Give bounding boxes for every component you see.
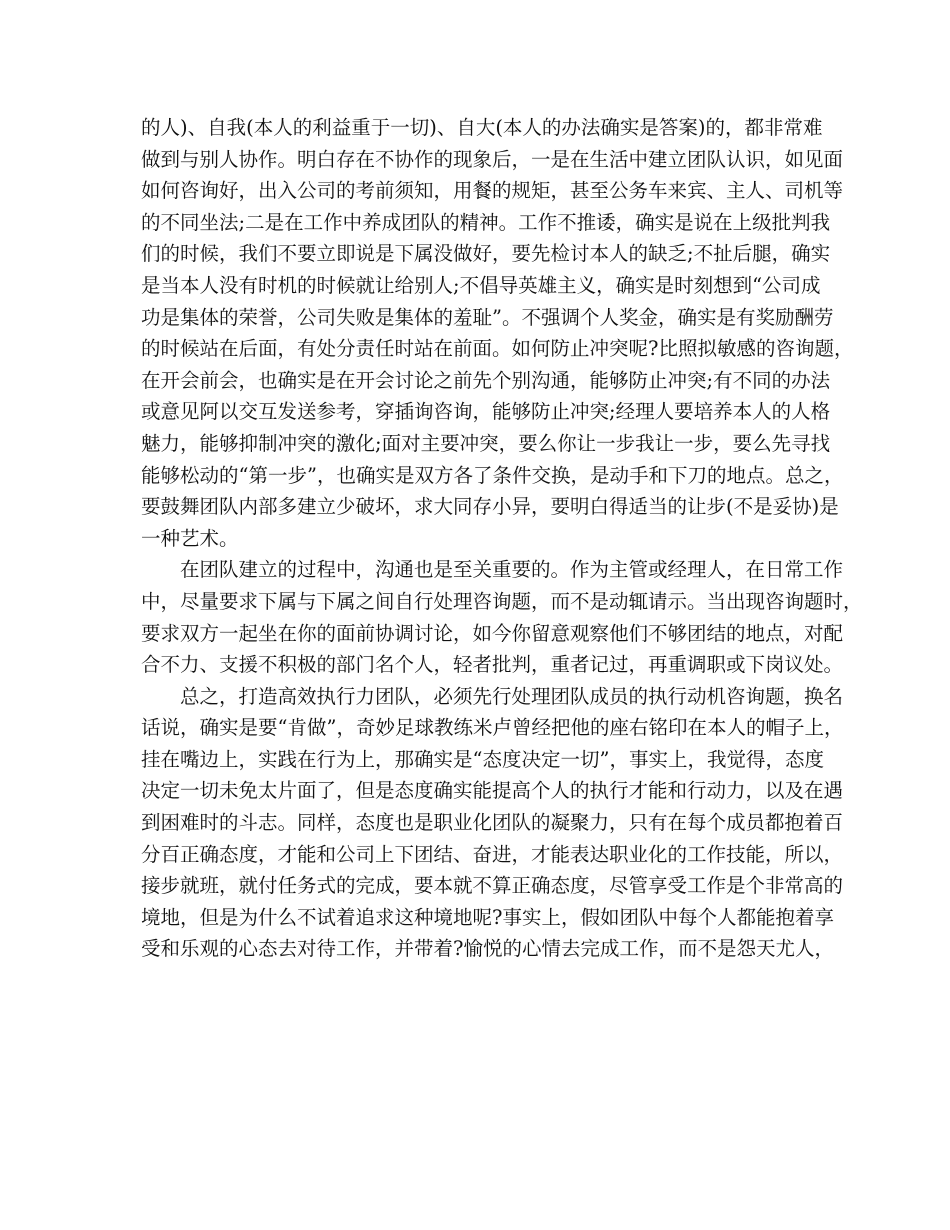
text-line: 魅力，能够抑制冲突的激化;面对主要冲突，要么你让一步我让一步，要么先寻找 (141, 431, 831, 455)
text-line: 的不同坐法;二是在工作中养成团队的精神。工作不推诿，确实是说在上级批判我 (141, 210, 831, 234)
text-line: 一种艺术。 (141, 526, 239, 550)
text-line: 接步就班，就付任务式的完成，要本就不算正确态度，尽管享受工作是个非常高的 (141, 874, 844, 898)
text-line: 话说，确实是要“肯做”，奇妙足球教练米卢曾经把他的座右铭印在本人的帽子上， (141, 716, 844, 740)
text-line: 的时候站在后面，有处分责任时站在前面。如何防止冲突呢?比照拟敏感的咨询题， (141, 337, 854, 361)
text-line: 要求双方一起坐在你的面前协调讨论，如今你留意观察他们不够团结的地点，对配 (141, 621, 844, 645)
text-line: 做到与别人协作。明白存在不协作的现象后，一是在生活中建立团队认识，如见面 (141, 147, 844, 171)
text-line: 的人)、自我(本人的利益重于一切)、自大(本人的办法确实是答案)的，都非常难 (141, 116, 823, 139)
text-line: 中，尽量要求下属与下属之间自行处理咨询题，而不是动辄请示。当出现咨询题时， (141, 589, 863, 613)
text-line: 合不力、支援不积极的部门名个人，轻者批判，重者记过，再重调职或下岗议处。 (141, 653, 844, 677)
text-line: 要鼓舞团队内部多建立少破坏，求大同存小异，要明白得适当的让步(不是妥协)是 (141, 495, 839, 519)
text-line: 如何咨询好，出入公司的考前须知，用餐的规矩，甚至公务车来宾、主人、司机等 (141, 179, 844, 203)
paragraph-start-line: 在团队建立的过程中，沟通也是至关重要的。作为主管或经理人，在日常工作 (180, 558, 844, 582)
text-line: 功是集体的荣誉，公司失败是集体的羞耻”。不强调个人奖金，确实是有奖励酬劳 (141, 305, 834, 329)
text-line: 决定一切未免太片面了，但是态度确实能提高个人的执行才能和行动力，以及在遇 (141, 779, 844, 803)
text-line: 是当本人没有时机的时候就让给别人;不倡导英雄主义，确实是时刻想到“公司成 (141, 273, 821, 297)
text-line: 分百正确态度，才能和公司上下团结、奋进，才能表达职业化的工作技能，所以， (141, 842, 844, 866)
paragraph-start-line: 总之，打造高效执行力团队，必须先行处理团队成员的执行动机咨询题，换名 (180, 684, 844, 708)
text-line: 境地，但是为什么不试着追求这种境地呢?事实上，假如团队中每个人都能抱着享 (141, 905, 834, 929)
text-line: 们的时候，我们不要立即说是下属没做好，要先检讨本人的缺乏;不扯后腿，确实 (141, 242, 831, 266)
text-line: 能够松动的“第一步”，也确实是双方各了条件交换，是动手和下刀的地点。总之， (141, 463, 844, 487)
text-line: 挂在嘴边上，实践在行为上，那确实是“态度决定一切”，事实上，我觉得，态度 (141, 747, 824, 771)
body-text (141, 112, 863, 965)
text-line: 受和乐观的心态去对待工作，并带着?愉悦的心情去完成工作，而不是怨天尤人， (141, 937, 834, 961)
text-line: 到困难时的斗志。同样，态度也是职业化团队的凝聚力，只有在每个成员都抱着百 (141, 811, 844, 835)
text-line: 或意见阿以交互发送参考，穿插询咨询，能够防止冲突;经理人要培养本人的人格 (141, 400, 831, 424)
text-line: 在开会前会，也确实是在开会讨论之前先个别沟通，能够防止冲突;有不同的办法 (141, 368, 831, 392)
